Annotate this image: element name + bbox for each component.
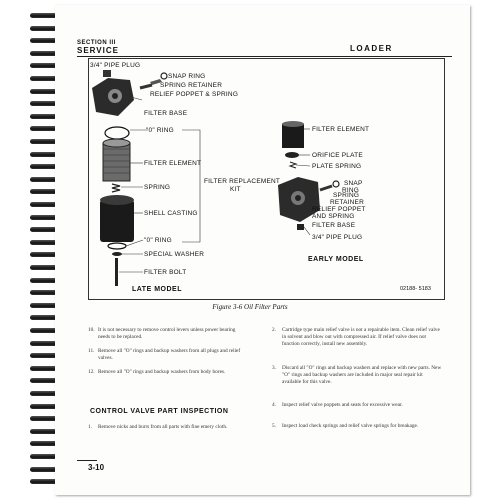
- step-number: 5.: [272, 423, 276, 429]
- early-relief-poppet-part: [320, 186, 332, 190]
- step-number: 3.: [272, 365, 276, 371]
- label-filter-bolt: FILTER BOLT: [144, 269, 187, 276]
- o-ring-part-2: [108, 243, 126, 249]
- section-title: SERVICE: [77, 46, 119, 55]
- step-number: 1.: [88, 424, 92, 430]
- label-early-pipe-plug: 3/4" PIPE PLUG: [312, 234, 363, 241]
- orifice-plate-part: [285, 152, 299, 158]
- step-number: 4.: [272, 402, 276, 408]
- snap-ring-part: [161, 73, 167, 79]
- step-text: Inspect relief valve poppets and seats for excessive wear.: [282, 402, 403, 408]
- o-ring-part-1: [105, 127, 129, 139]
- page-number: 3-10: [88, 463, 105, 472]
- label-orifice-plate: ORIFICE PLATE: [312, 152, 363, 159]
- step-text: Remove all "O" rings and backup washers from body bores.: [98, 369, 226, 375]
- pipe-plug-part: [103, 70, 111, 77]
- step-number: 2.: [272, 327, 276, 333]
- label-shell-casting: SHELL CASTING: [144, 210, 198, 217]
- step-text: Discard all "O" rings and backup washers and replace with new parts. New "O" rings and backup washers are included in major seal repair kit available for this valve.: [282, 365, 442, 385]
- early-pipe-plug-part: [297, 224, 304, 230]
- label-early-snap-2: RING: [342, 187, 360, 194]
- label-early-filter-base: FILTER BASE: [312, 222, 356, 229]
- late-model-label: LATE MODEL: [132, 286, 182, 293]
- step-number: 10.: [88, 327, 95, 333]
- label-early-retainer-2: RETAINER: [330, 199, 364, 206]
- label-pipe-plug: 3/4" PIPE PLUG: [90, 62, 141, 69]
- label-spring: SPRING: [144, 184, 171, 191]
- footer-rule: [77, 460, 97, 461]
- label-kit-line2: KIT: [230, 186, 241, 193]
- filter-bolt-part: [115, 258, 118, 286]
- early-snap-ring-part: [333, 181, 339, 187]
- shell-casting-part: [100, 200, 134, 242]
- step-text: Remove all "O" rings and backup washers from all plugs and relief valves.: [98, 348, 241, 361]
- header-right-title: LOADER: [350, 44, 393, 53]
- step-text: Cartridge type main relief valve is not a repairable item. Clean relief valve in solvent and blow out with compressed air. If relief valve does not function correctly, install new assembly.: [282, 327, 440, 347]
- label-filter-base: FILTER BASE: [144, 110, 188, 117]
- section-label: SECTION III: [77, 40, 116, 46]
- spring-part: [112, 184, 120, 192]
- label-spring-retainer: SPRING RETAINER: [160, 82, 223, 89]
- label-early-filter-element: FILTER ELEMENT: [312, 126, 370, 133]
- label-early-retainer-1: SPRING: [333, 192, 360, 199]
- label-snap-ring: SNAP RING: [168, 73, 206, 80]
- plate-spring-part: [290, 162, 296, 168]
- relief-poppet-part: [140, 85, 152, 88]
- figure-caption: Figure 3-6 Oil Filter Parts: [212, 303, 288, 311]
- label-o-ring-2: "0" RING: [144, 237, 172, 244]
- label-early-snap-1: SNAP: [344, 180, 363, 187]
- special-washer-part: [112, 252, 122, 256]
- label-early-poppet-2: AND SPRING: [312, 213, 355, 220]
- early-filter-element-part: [282, 124, 304, 148]
- early-model-label: EARLY MODEL: [308, 256, 364, 263]
- label-o-ring-1: "0" RING: [146, 127, 174, 134]
- label-kit-line1: FILTER REPLACEMENT: [204, 178, 281, 185]
- step-text: Inspect load check springs and relief valve springs for breakage.: [282, 423, 419, 429]
- figure-part-number: 02188- 5183: [400, 286, 431, 292]
- step-text: It is not necessary to remove control levers unless power bearing needs to be replaced.: [98, 327, 236, 340]
- step-text: Remove nicks and burrs from all parts with fine emery cloth.: [98, 424, 228, 430]
- section-heading: CONTROL VALVE PART INSPECTION: [90, 408, 229, 415]
- label-relief-poppet: RELIEF POPPET & SPRING: [150, 91, 239, 98]
- label-special-washer: SPECIAL WASHER: [144, 251, 205, 258]
- step-number: 11.: [88, 348, 95, 354]
- label-early-poppet-1: RELIEF POPPET: [312, 206, 366, 213]
- step-number: 12.: [88, 369, 95, 375]
- label-filter-element: FILTER ELEMENT: [144, 160, 202, 167]
- label-plate-spring: PLATE SPRING: [312, 163, 362, 170]
